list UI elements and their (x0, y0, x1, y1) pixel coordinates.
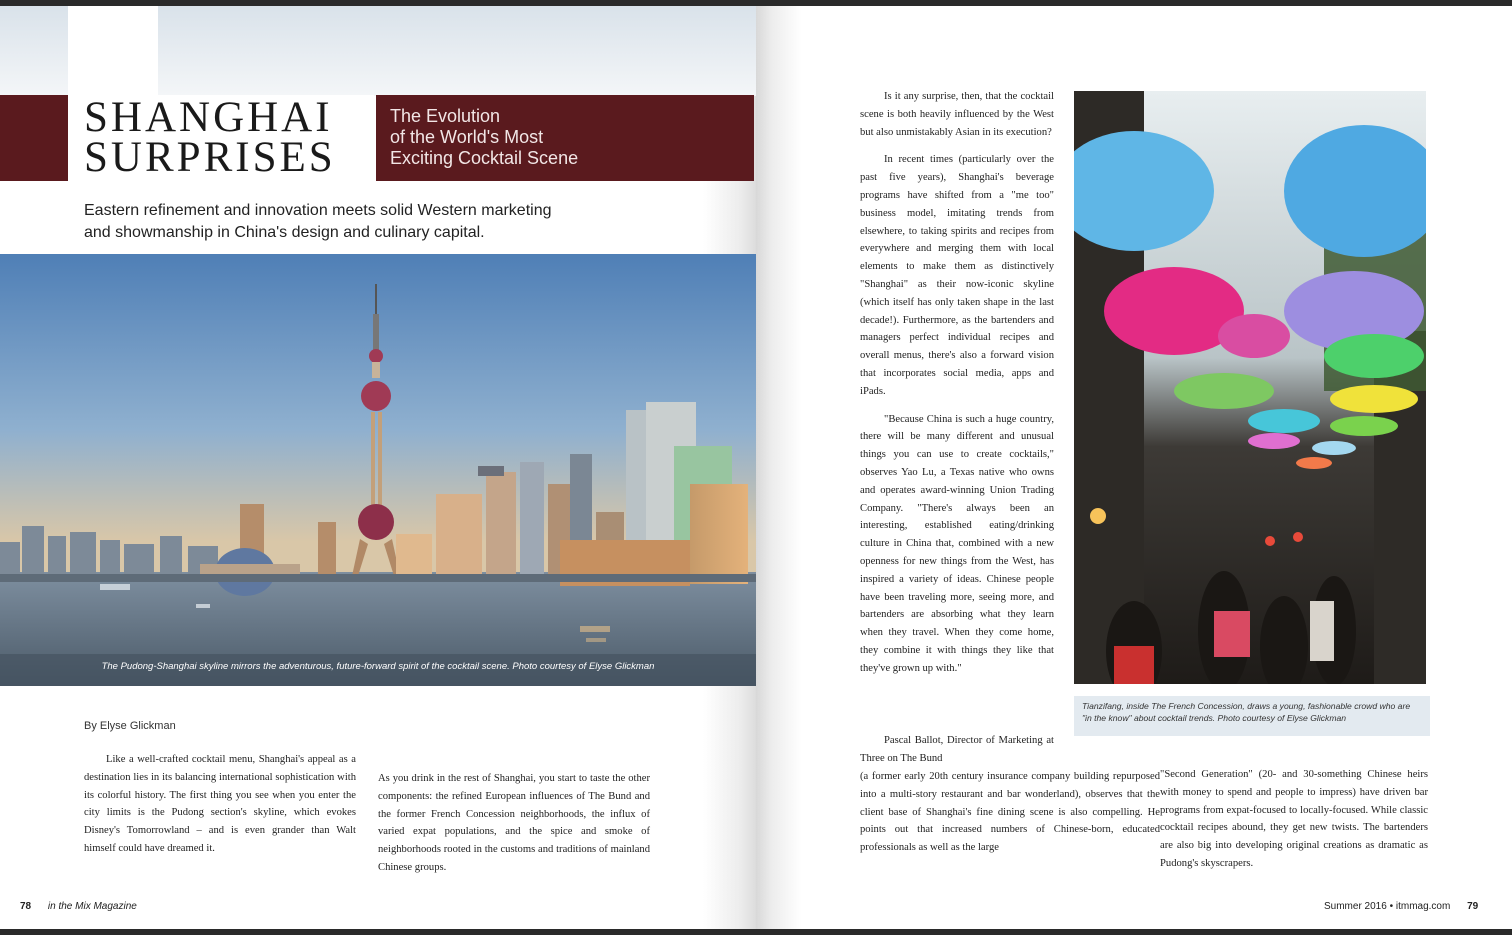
page-number-right: 79 (1467, 901, 1479, 912)
magazine-name: in the Mix Magazine (47, 901, 137, 912)
body-column-3 (860, 88, 1054, 688)
deck-line-1: Eastern refinement and innovation meets solid Western marketing (84, 202, 552, 219)
issue-info: Summer 2016 • itmmag.com (1324, 901, 1451, 912)
left-page (0, 6, 756, 929)
umbrella-illustration (1074, 91, 1426, 684)
subtitle-line-2: of the World's Most (390, 127, 544, 147)
skyline-photo-caption: The Pudong-Shanghai skyline mirrors the adventurous, future-forward spirit of the cocktail scene. Photo courtesy of Elyse Glickman (101, 661, 655, 672)
byline: By Elyse Glickman (84, 720, 176, 732)
header-white-block (68, 6, 158, 96)
skyline-illustration (0, 254, 756, 686)
page-number-left: 78 (20, 901, 32, 912)
title-line-1: SHANGHAI (84, 94, 333, 141)
paragraph-4-start: Pascal Ballot, Director of Marketing at Three on The Bund (860, 735, 1054, 764)
bottom-bar (0, 929, 1512, 935)
paragraph-2: In recent times (particularly over the past five years), Shanghai's beverage programs have shifted from a "me too" business model, imitating trends from elsewhere, to taking spirits and recipes from everywhere and merging them with local elements to make them as distinctively "Shanghai" as their now-iconic skyline (which itself has only taken shape in the last decade!). Furthermore, as the bartenders and managers perfect individual recipes and overall menus, there's also a forward vision that incorporates social media, apps and iPads. (860, 154, 1054, 397)
article-subtitle (390, 106, 740, 169)
title-band-left (0, 95, 68, 181)
paragraph-3: "Because China is such a huge country, there will be many different and unusual things you can use to create cocktails," observes Yao Lu, a Texas native who owns and operates award-winning Union Trading Company. "There's always been an interesting, established eating/drinking culture in China that, combined with a new openness for new things from the West, has inspired a variety of ideas. Chinese people have been traveling more, seeing more, and bartenders are absorbing what they learn when they travel. When they come home, they combine it with things they like that they've grown up with." (860, 413, 1054, 674)
body-column-4: "Second Generation" (20- and 30-something Chinese heirs with money to spend and people to impress) have driven bar programs from expat-focused to locally-focused. While classic cocktail recipes abound, they get new twists. The bartenders are also big into developing original creations as dramatic as Pudong's skyscrapers. (1160, 769, 1428, 869)
body-column-2: As you drink in the rest of Shanghai, you start to taste the other components: the refined European influences of The Bund and the former French Concession neighborhoods, the influx of varied expat populations, and the spice and smoke of neighborhoods rooted in the customs and traditions of mainland Chinese groups. (378, 773, 650, 873)
deck-line-2: and showmanship in China's design and culinary capital. (84, 224, 485, 241)
umbrella-photo-caption: Tianzifang, inside The French Concession, draws a young, fashionable crowd who are "in the know" about cocktail trends. Photo courtesy of Elyse Glickman (1074, 696, 1430, 736)
article-deck (84, 200, 744, 244)
paragraph-4-rest: (a former early 20th century insurance company building repurposed into a multi-story restaurant and bar wonderland), observes that the client base of Shanghai's fine dining scene is also compelling. He points out that increased numbers of Chinese-born, educated professionals as well as the large (860, 771, 1160, 854)
body-column-1: Like a well-crafted cocktail menu, Shanghai's appeal as a destination lies in its balancing international sophistication with its colorful history. The first thing you see when you enter the city limits is the Pudong section's skyline, which evokes Disney's Tomorrowland – and is even grander than Walt himself could have dreamed it. (84, 754, 356, 854)
title-line-2: SURPRISES (84, 134, 336, 181)
left-footer (20, 901, 137, 912)
subtitle-line-1: The Evolution (390, 106, 501, 126)
article-title (84, 94, 374, 181)
magazine-spread (0, 6, 1512, 929)
right-page (756, 6, 1512, 929)
paragraph-1: Is it any surprise, then, that the cocktail scene is both heavily influenced by the West but also unmistakably Asian in its execution? (860, 91, 1054, 138)
subtitle-line-3: Exciting Cocktail Scene (390, 148, 579, 168)
umbrella-photo (1074, 91, 1426, 684)
skyline-photo (0, 254, 756, 686)
right-footer (1324, 901, 1478, 912)
